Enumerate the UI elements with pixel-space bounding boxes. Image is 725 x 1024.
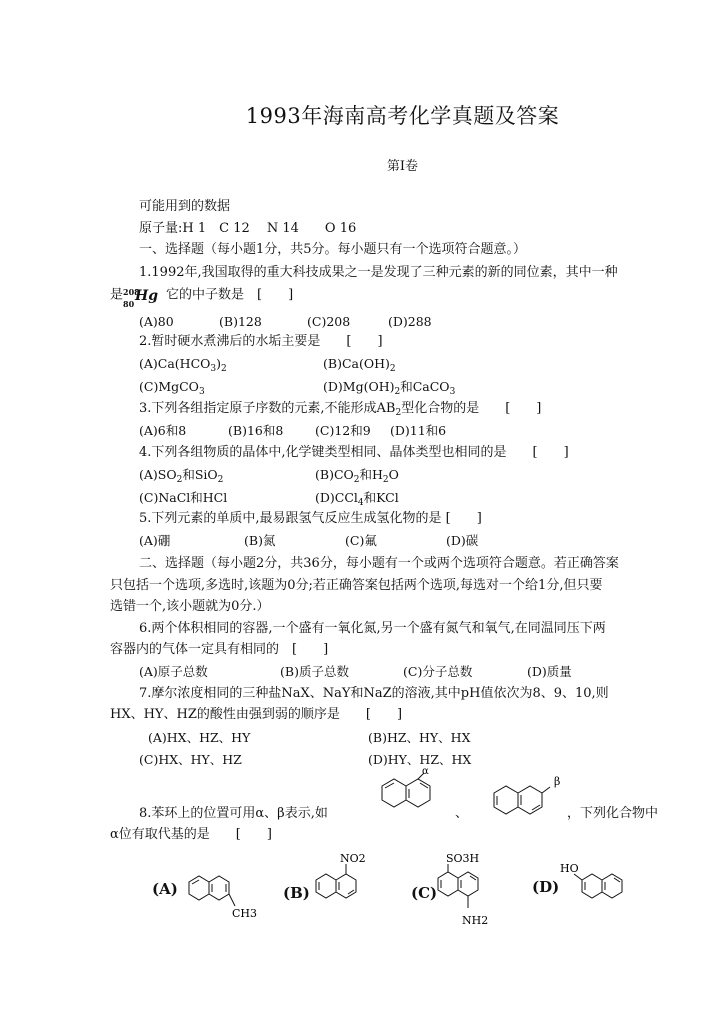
structure-c-aminonaphthalenesulfonic-acid [432, 848, 512, 934]
q5-option-c: (C)氟 [345, 533, 377, 548]
atomic-mass-line: 原子量:H 1 C 12 N 14 O 16 [139, 221, 357, 236]
q3-option-a: (A)6和8 [139, 423, 187, 438]
q5-option-a: (A)硼 [139, 533, 171, 548]
hydroxyl-label: HO [560, 862, 579, 875]
section1-heading: 一、选择题（每小题1分，共5分。每小题只有一个选项符合题意。） [139, 242, 527, 257]
methyl-label: CH3 [232, 907, 258, 920]
sulfonic-label: SO3H [446, 852, 480, 865]
iso-atomic-number: 80 [123, 299, 135, 309]
q4-stem: 4.下列各组物质的晶体中,化学键类型相同、晶体类型也相同的是 [ ] [139, 445, 569, 460]
naphthalene-alpha-diagram [372, 768, 450, 820]
nitro-label: NO2 [340, 852, 366, 865]
page-title: 1993年海南高考化学真题及答案 [245, 104, 560, 128]
q4-option-a: $(A)SO_2$和SiO$_2$ [139, 467, 224, 485]
q6-option-d: (D)质量 [527, 664, 572, 679]
q2-option-a: $(A)Ca(HCO_3)_2$ [139, 356, 227, 374]
naphthalene-beta-diagram [490, 775, 570, 819]
structure-b-nitronaphthalene [312, 850, 382, 910]
q1-pre: 是 [110, 287, 124, 303]
section2-line1: 二、选择题（每小题2分，共36分，每小题有一个或两个选项符合题意。若正确答案 [139, 556, 619, 571]
q3-option-c: (C)12和9 [315, 423, 371, 438]
iso-mass: 208 [123, 287, 140, 297]
section2-line2: 只包括一个选项,多选时,该题为0分;若正确答案包括两个选项,每选对一个给1分,但只要 [110, 578, 603, 593]
q8-pre: 8.苯环上的位置可用α、β表示,如 [139, 806, 328, 821]
q1-line1: 1.1992年,我国取得的重大科技成果之一是发现了三种元素的新的同位素，其中一种 [139, 265, 618, 280]
q8-option-c-label: (C) [411, 884, 438, 902]
q2-option-b: $(B)Ca(OH)_2$ [323, 356, 396, 374]
q5-stem: 5.下列元素的单质中,最易跟氢气反应生成氢化物的是 [ ] [139, 511, 482, 526]
q1-option-c: (C)208 [307, 314, 351, 329]
q7-option-c: (C)HX、HY、HZ [139, 752, 242, 767]
alpha-label: α [422, 768, 429, 777]
q7-option-b: (B)HZ、HY、HX [368, 730, 471, 745]
q1-option-b: (B)128 [219, 314, 262, 329]
section2-line3: 选错一个,该小题就为0分.） [110, 599, 270, 614]
isotope-symbol [123, 286, 159, 309]
q8-separator: 、 [455, 806, 469, 821]
q6-line1: 6.两个体积相同的容器,一个盛有一氧化氮,另一个盛有氮气和氧气,在同温同压下两 [139, 621, 606, 636]
amino-label: NH2 [462, 914, 489, 927]
q8-option-b-label: (B) [283, 884, 310, 902]
q3-option-d: (D)11和6 [390, 423, 447, 438]
q7-option-a: (A)HX、HZ、HY [148, 730, 251, 745]
q2-option-d: $(D)Mg(OH)_2$和CaCO$_3$ [323, 379, 456, 397]
q1-post: ，它的中子数是 [ ] [153, 287, 294, 303]
q5-option-d: (D)碳 [446, 533, 479, 548]
q8-option-a-label: (A) [152, 880, 178, 898]
structure-d-naphthol [558, 856, 638, 906]
beta-label: β [554, 775, 561, 788]
q7-option-d: (D)HY、HZ、HX [368, 752, 472, 767]
q8-option-d-label: (D) [532, 878, 560, 896]
q3-stem: 3.下列各组指定原子序数的元素,不能形成$AB_2$型化合物的是 [ ] [139, 401, 542, 418]
q1-option-d: (D)288 [388, 314, 432, 329]
q2-stem: 2.暂时硬水煮沸后的水垢主要是 [ ] [139, 334, 383, 349]
q4-option-c: (C)NaCl和HCl [139, 490, 228, 505]
q4-option-b: $(B)CO_2$和$H_2O$ [315, 467, 399, 485]
q4-option-d: (D)CCl$_4$和KCl [315, 490, 399, 508]
q6-option-c: (C)分子总数 [403, 664, 473, 679]
q6-option-a: (A)原子总数 [139, 664, 208, 679]
q7-line2: HX、HY、HZ的酸性由强到弱的顺序是 [ ] [110, 707, 403, 722]
q7-line1: 7.摩尔浓度相同的三种盐NaX、NaY和NaZ的溶液,其中pH值依次为8、9、10,则 [139, 686, 609, 701]
data-header: 可能用到的数据 [139, 199, 231, 214]
q3-option-b: (B)16和8 [228, 423, 284, 438]
q1-line2 [110, 286, 294, 309]
iso-element: Hg [135, 288, 159, 304]
section-subtitle: 第Ⅰ卷 [386, 159, 419, 174]
q6-option-b: (B)质子总数 [280, 664, 349, 679]
q8-post: ，下列化合物中 [567, 806, 659, 821]
q6-line2: 容器内的气体一定具有相同的 [ ] [110, 642, 329, 657]
q2-option-c: (C)MgCO$_3$ [139, 379, 205, 397]
q1-option-a: (A)80 [139, 314, 174, 329]
structure-a-methylnaphthalene [185, 870, 265, 925]
q8-line2: α位有取代基的是 [ ] [110, 827, 272, 842]
q5-option-b: (B)氮 [244, 533, 276, 548]
